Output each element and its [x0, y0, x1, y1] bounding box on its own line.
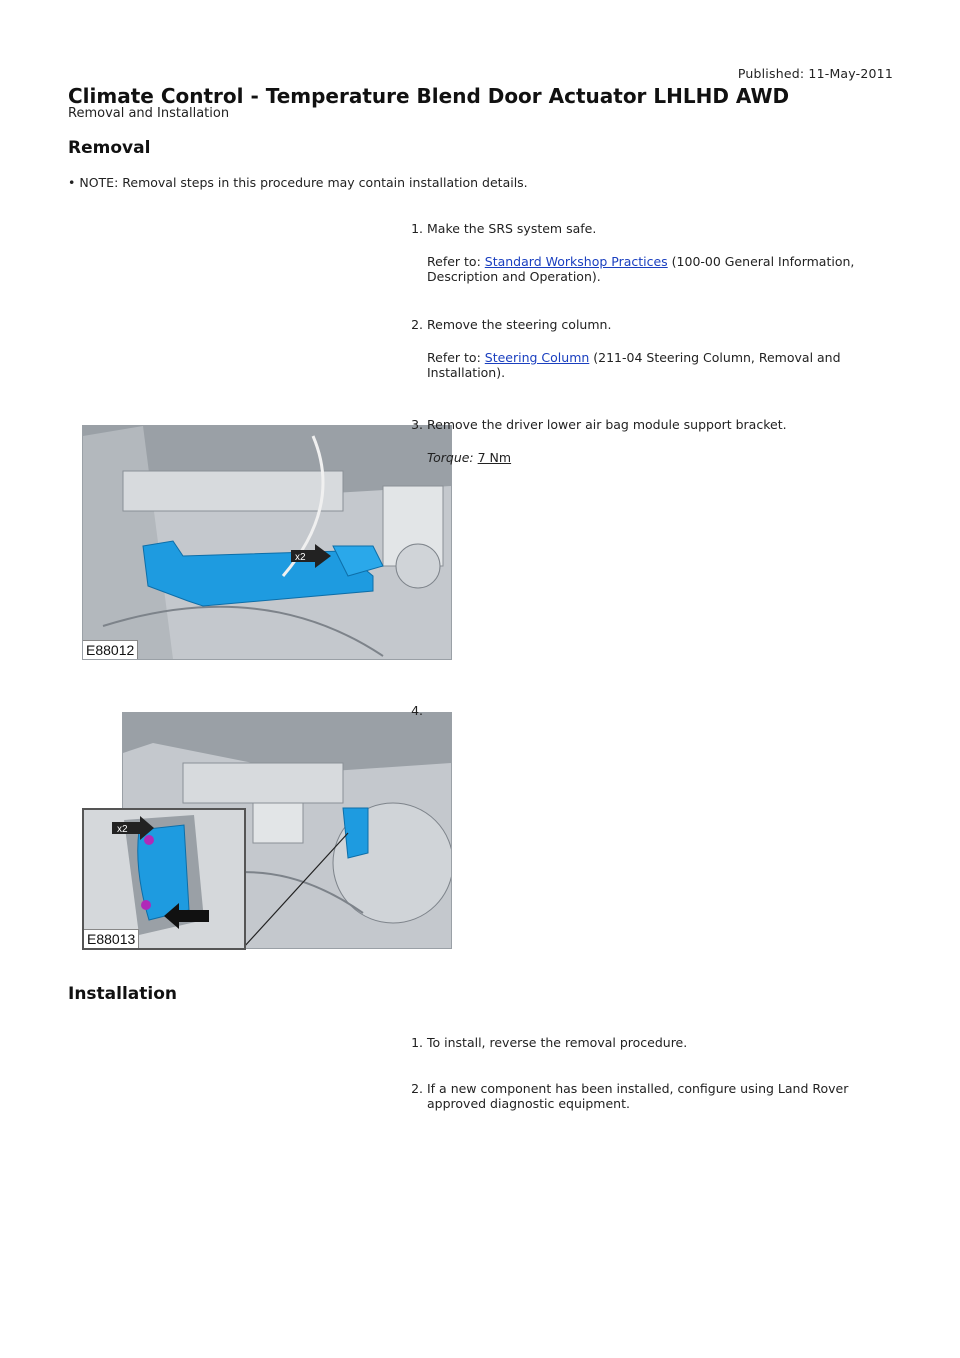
figure-e88012 — [82, 425, 452, 660]
step-text: If a new component has been installed, configure using Land Rover approved diagnostic equipment. — [427, 1081, 849, 1111]
removal-step-1 — [405, 221, 895, 284]
actuator-detail-illustration — [84, 810, 244, 948]
step-number: 4. — [411, 703, 423, 718]
published-date: Published: 11-May-2011 — [737, 66, 893, 81]
removal-heading: Removal — [68, 138, 151, 158]
page-title: Climate Control - Temperature Blend Door Actuator LHLHD AWD — [68, 84, 790, 108]
step-reference — [427, 350, 895, 380]
bracket-illustration — [83, 426, 451, 659]
removal-note: • NOTE: Removal steps in this procedure may contain installation details. — [68, 175, 528, 190]
page-subtitle: Removal and Installation — [68, 106, 230, 121]
installation-heading: Installation — [68, 984, 178, 1004]
ref-suffix: (100-00 General Information, Description and Operation). — [427, 254, 855, 284]
step-number: 3. — [411, 417, 423, 432]
badge-text: x2 — [295, 552, 306, 563]
step-reference — [427, 254, 895, 284]
ref-prefix: Refer to: — [427, 254, 485, 269]
step-text: Remove the steering column. — [427, 317, 612, 332]
removal-step-3 — [405, 417, 895, 465]
ref-prefix: Refer to: — [427, 350, 485, 365]
figure-e88013-inset — [82, 808, 246, 950]
figure-label: E88012 — [83, 640, 138, 659]
step-number: 2. — [411, 1081, 423, 1096]
removal-step-2 — [405, 317, 895, 380]
torque-spec — [427, 450, 847, 465]
step-number: 2. — [411, 317, 423, 332]
installation-step-2 — [405, 1081, 895, 1111]
torque-label: Torque: — [427, 450, 478, 465]
steering-column-link[interactable]: Steering Column — [484, 350, 590, 365]
torque-value: 7 Nm — [477, 450, 512, 465]
figure-label: E88013 — [84, 929, 139, 948]
standard-workshop-practices-link[interactable]: Standard Workshop Practices — [484, 254, 668, 269]
step-number: 1. — [411, 1035, 423, 1050]
step-text: Make the SRS system safe. — [427, 221, 597, 236]
installation-step-1 — [405, 1035, 895, 1050]
step-text: To install, reverse the removal procedure. — [427, 1035, 688, 1050]
badge-text: x2 — [117, 824, 128, 835]
step-text: Remove the driver lower air bag module support bracket. — [427, 417, 787, 432]
step-number: 1. — [411, 221, 423, 236]
ref-suffix: (211-04 Steering Column, Removal and Installation). — [427, 350, 841, 380]
